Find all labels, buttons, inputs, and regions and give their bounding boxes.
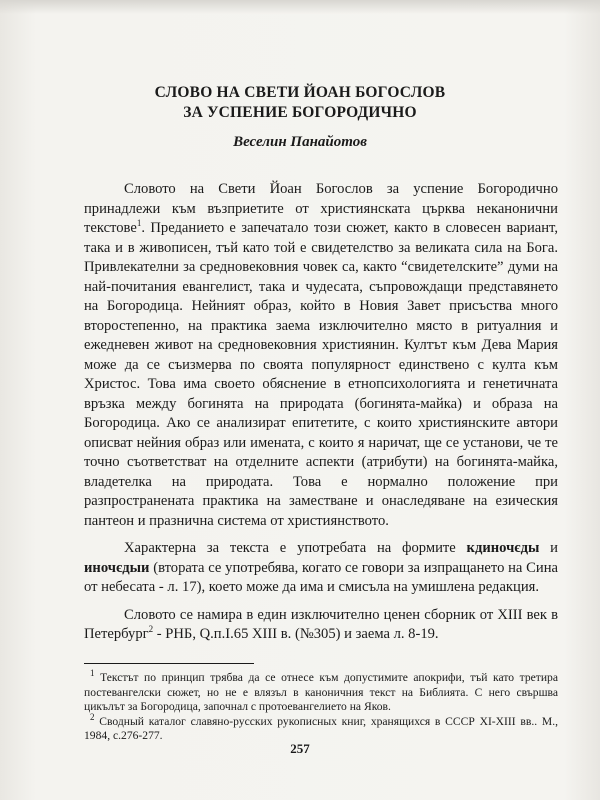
paragraph-2 bbox=[84, 539, 558, 598]
footnote-ref-2: 2 bbox=[148, 624, 154, 635]
footnote-1-number: 1 bbox=[90, 668, 95, 679]
paragraph-3 bbox=[84, 606, 558, 645]
footnotes bbox=[84, 668, 558, 744]
paragraph-2-text-c: (втората се употребява, когато се говори за изпращането на Сина от небесата - л. 17), което може да има и смисъла на умишлена редакция. bbox=[84, 559, 558, 595]
footnote-2 bbox=[84, 711, 558, 744]
footnote-2-text: Сводный каталог славяно-русских рукописных книг, хранящихся в СССР XI-XIII вв.. М., 1984, с.276-277. bbox=[84, 714, 558, 742]
page-number: 257 bbox=[290, 741, 310, 756]
footnote-1 bbox=[84, 668, 558, 715]
paragraph-3-text-a: Словото се намира в един изключително ценен сборник от XIII век в Петербург bbox=[84, 606, 558, 642]
footnote-2-number: 2 bbox=[90, 711, 95, 722]
footnote-divider bbox=[84, 663, 254, 664]
paragraph-1-text-a: Словото на Свети Йоан Богослов за успение Богородично принадлежи към възприетите от християнската църква неканонични текстове bbox=[84, 181, 558, 236]
paragraph-2-text-a: Характерна за текста е употребата на формите bbox=[124, 540, 467, 556]
article-title-line1: СЛОВО НА СВЕТИ ЙОАН БОГОСЛОВ bbox=[154, 84, 446, 101]
footnote-1-text: Текстът по принцип трябва да се отнесе към допустимите апокрифи, тъй като третира постевангелски сюжет, но не е влязъл в каноничния текст на Библията. С него свършва цикълът за Богородица, започнал с протоевангелието на Яков. bbox=[84, 671, 558, 713]
article-body bbox=[84, 180, 558, 645]
old-slavonic-term-2: иночєдыи bbox=[84, 559, 150, 576]
footnote-ref-1: 1 bbox=[136, 218, 142, 229]
paragraph-1-text-b: . Преданието е запечатало този сюжет, както в словесен вариант, така и в живописен, тъй като той е свидетелство за великата сила на Бога. Привлекателни за средновековния човек са, както “свидетелските” думи на най-почитания евангелист, така и чудесата, съпровождащи представянето на Богородица. Нейният образ, който в Новия Завет присъства много второстепенно, на практика заема изключително място в ритуалния и ежедневен живот на средновековния християнин. Култът към Дева Мария може да се съизмерва по своята популярност единствено с култа към Христос. Това има своето обяснение в етнопсихологията и генетичната връзка между богинята на природата (богинята-майка) и образа на Богородица. Ако се анализират епитетите, с които християнските автори описват нейния образ или имената, с които я наричат, ще се установи, че те точно съответстват на отделните аспекти (атрибути) на богинята-майка, владетелка на природата. Това е нормално положение при разпространената практика на заместване и онаследяване на езическия пантеон и празнична система от християнството. bbox=[84, 220, 558, 529]
scan-edge-shadow bbox=[0, 0, 600, 14]
author-name: Веселин Панайотов bbox=[233, 134, 367, 150]
article-title-line2: ЗА УСПЕНИЕ БОГОРОДИЧНО bbox=[183, 104, 417, 121]
old-slavonic-term-1: кдиночєды bbox=[466, 540, 540, 556]
paragraph-2-text-b: и bbox=[539, 540, 558, 556]
paragraph-1 bbox=[84, 180, 558, 531]
paragraph-3-text-b: - РНБ, Q.п.I.65 XIII в. (№305) и заема л. 8-19. bbox=[153, 626, 439, 642]
